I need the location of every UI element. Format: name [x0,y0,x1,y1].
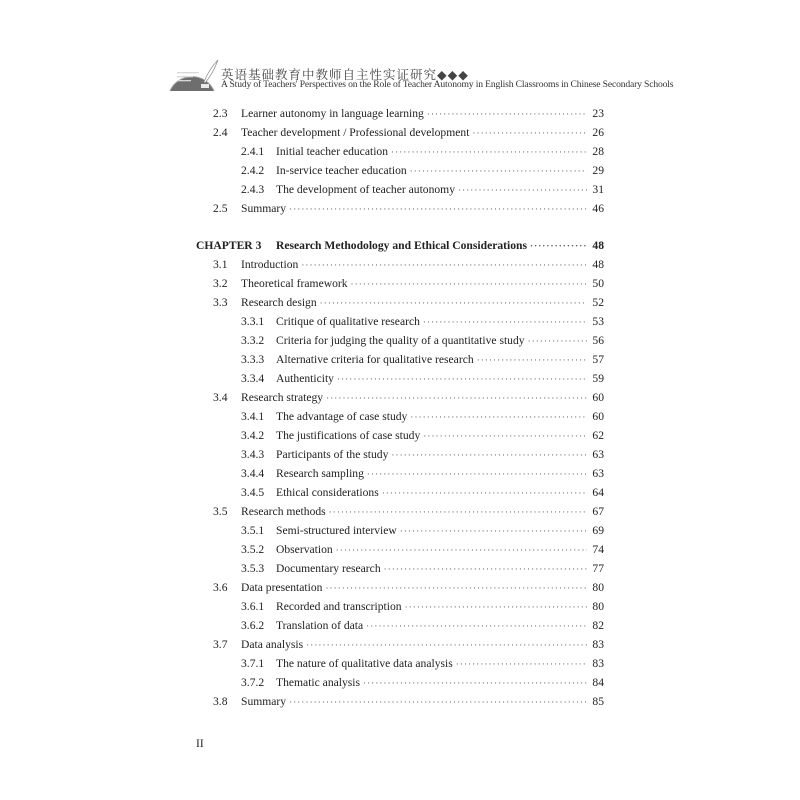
dot-leader [336,541,587,560]
dot-leader [366,617,587,636]
dot-leader [320,294,587,313]
page-ref: 60 [592,391,604,404]
section-title: Summary [241,202,287,215]
toc-entry[interactable] [241,540,604,559]
dot-leader [391,143,587,162]
english-book-title: A Study of Teachers' Perspectives on the Role of Teacher Autonomy in English Classrooms in Chinese Secondary Schools [221,79,674,90]
dot-leader [410,408,587,427]
section-number: 3.5.3 [241,562,265,575]
dot-leader [337,370,587,389]
dot-leader [289,693,587,712]
page-ref: 28 [592,145,604,158]
section-number: 3.4.1 [241,410,265,423]
section-title: Translation of data [276,619,364,632]
toc-entry[interactable] [241,180,604,199]
section-title: Introduction [241,258,299,271]
dot-leader [400,522,587,541]
section-title: Research Methodology and Ethical Considerations [276,239,527,252]
page-ref: 56 [592,334,604,347]
toc-entry[interactable] [241,559,604,578]
page-ref: 53 [592,315,604,328]
section-title: Theoretical framework [241,277,348,290]
toc-entry[interactable] [241,445,604,464]
section-number: 3.3 [213,296,228,309]
page-ref: 23 [592,107,604,120]
toc-entry[interactable] [213,502,604,521]
dot-leader [326,389,587,408]
toc-entry[interactable] [213,578,604,597]
dot-leader [329,503,587,522]
page-ref: 60 [592,410,604,423]
dot-leader [384,560,587,579]
section-number: 3.7.2 [241,676,265,689]
toc-entry[interactable] [241,673,604,692]
toc-entry[interactable] [241,654,604,673]
section-number: 2.4 [213,126,228,139]
toc-entry[interactable] [241,521,604,540]
page-ref: 80 [592,581,604,594]
section-title: Authenticity [276,372,334,385]
page-ref: 83 [592,638,604,651]
page-ref: 63 [592,467,604,480]
toc-entry[interactable] [213,123,604,142]
dot-leader [405,598,587,617]
page-ref: 69 [592,524,604,537]
dot-leader [325,579,587,598]
dot-leader [367,465,587,484]
section-number: 2.3 [213,107,228,120]
section-title: The justifications of case study [276,429,421,442]
toc-entry[interactable] [241,369,604,388]
section-number: 3.5.2 [241,543,265,556]
toc-entry[interactable] [213,274,604,293]
section-title: The nature of qualitative data analysis [276,657,453,670]
page-ref: 84 [592,676,604,689]
page-ref: 85 [592,695,604,708]
page-ref: 31 [592,183,604,196]
section-title: Summary [241,695,287,708]
section-number: 2.4.1 [241,145,265,158]
page-ref: 77 [592,562,604,575]
section-number: 3.4.2 [241,429,265,442]
section-number: 3.3.4 [241,372,265,385]
toc-entry[interactable] [213,293,604,312]
dot-leader [363,674,587,693]
page-ref: 50 [592,277,604,290]
section-title: Participants of the study [276,448,389,461]
section-title: Research methods [241,505,326,518]
section-title: The advantage of case study [276,410,408,423]
section-number: 3.4.4 [241,467,265,480]
section-title: Documentary research [276,562,381,575]
dot-leader [456,655,587,674]
dot-leader [423,313,587,332]
page-ref: 80 [592,600,604,613]
section-number: 3.8 [213,695,228,708]
dot-leader [391,446,587,465]
dot-leader [458,181,587,200]
section-title: Research sampling [276,467,364,480]
dot-leader [477,351,587,370]
section-number: CHAPTER 3 [196,239,262,252]
section-title: The development of teacher autonomy [276,183,455,196]
section-title: Observation [276,543,333,556]
section-number: 3.2 [213,277,228,290]
section-number: 3.6.1 [241,600,265,613]
toc-entry[interactable] [213,104,604,123]
page-ref: 62 [592,429,604,442]
section-number: 3.5 [213,505,228,518]
section-number: 2.4.3 [241,183,265,196]
page-number: II [196,738,204,750]
toc-entry[interactable] [241,350,604,369]
dot-leader [410,162,587,181]
section-title: Data analysis [241,638,304,651]
toc-entry[interactable] [213,199,604,218]
dot-leader [528,332,587,351]
toc-entry[interactable] [241,407,604,426]
toc-entry[interactable] [241,331,604,350]
toc-entry[interactable] [213,388,604,407]
section-number: 3.4.3 [241,448,265,461]
section-title: Research strategy [241,391,324,404]
page-ref: 57 [592,353,604,366]
section-number: 2.5 [213,202,228,215]
page-ref: 48 [592,239,604,252]
section-number: 3.4.5 [241,486,265,499]
section-title: Initial teacher education [276,145,389,158]
toc-entry[interactable] [213,635,604,654]
section-title: Research design [241,296,317,309]
section-title: Learner autonomy in language learning [241,107,424,120]
section-number: 3.7 [213,638,228,651]
section-number: 3.6.2 [241,619,265,632]
section-number: 3.3.2 [241,334,265,347]
chinese-book-title: 英语基础教育中教师自主性实证研究◆◆◆ [221,68,469,82]
dot-leader [306,636,587,655]
page-ref: 29 [592,164,604,177]
toc-entry[interactable] [241,483,604,502]
page-ref: 74 [592,543,604,556]
toc-entry[interactable] [241,312,604,331]
page-ref: 48 [592,258,604,271]
section-title: Critique of qualitative research [276,315,420,328]
toc-entry[interactable] [241,142,604,161]
page-ref: 26 [592,126,604,139]
page-ref: 64 [592,486,604,499]
section-title: Criteria for judging the quality of a quantitative study [276,334,525,347]
section-title: In-service teacher education [276,164,407,177]
page-ref: 46 [592,202,604,215]
toc-entry[interactable] [241,161,604,180]
section-title: Teacher development / Professional development [241,126,470,139]
section-title: Ethical considerations [276,486,379,499]
section-number: 2.4.2 [241,164,265,177]
dot-leader [427,105,587,124]
page-ref: 59 [592,372,604,385]
dot-leader [289,200,587,219]
dot-leader [382,484,587,503]
section-title: Alternative criteria for qualitative research [276,353,474,366]
dot-leader [423,427,587,446]
dot-leader [351,275,587,294]
section-title: Thematic analysis [276,676,361,689]
toc-entry[interactable] [241,426,604,445]
section-title: Semi-structured interview [276,524,397,537]
page-ref: 67 [592,505,604,518]
page-ref: 63 [592,448,604,461]
section-number: 3.1 [213,258,228,271]
section-number: 3.3.1 [241,315,265,328]
toc-chapter-entry[interactable] [196,236,604,255]
section-title: Data presentation [241,581,323,594]
toc-entry[interactable] [241,616,604,635]
page-ref: 52 [592,296,604,309]
toc-entry[interactable] [241,464,604,483]
toc-entry[interactable] [213,255,604,274]
dot-leader [301,256,587,275]
dot-leader [530,237,587,256]
toc-entry[interactable] [213,692,604,711]
toc-entry[interactable] [241,597,604,616]
section-number: 3.5.1 [241,524,265,537]
quill-pen-logo-icon [168,58,220,92]
section-number: 3.4 [213,391,228,404]
section-title: Recorded and transcription [276,600,402,613]
running-header [168,58,674,94]
section-number: 3.7.1 [241,657,265,670]
page-ref: 82 [592,619,604,632]
section-number: 3.3.3 [241,353,265,366]
dot-leader [472,124,587,143]
section-number: 3.6 [213,581,228,594]
page-ref: 83 [592,657,604,670]
